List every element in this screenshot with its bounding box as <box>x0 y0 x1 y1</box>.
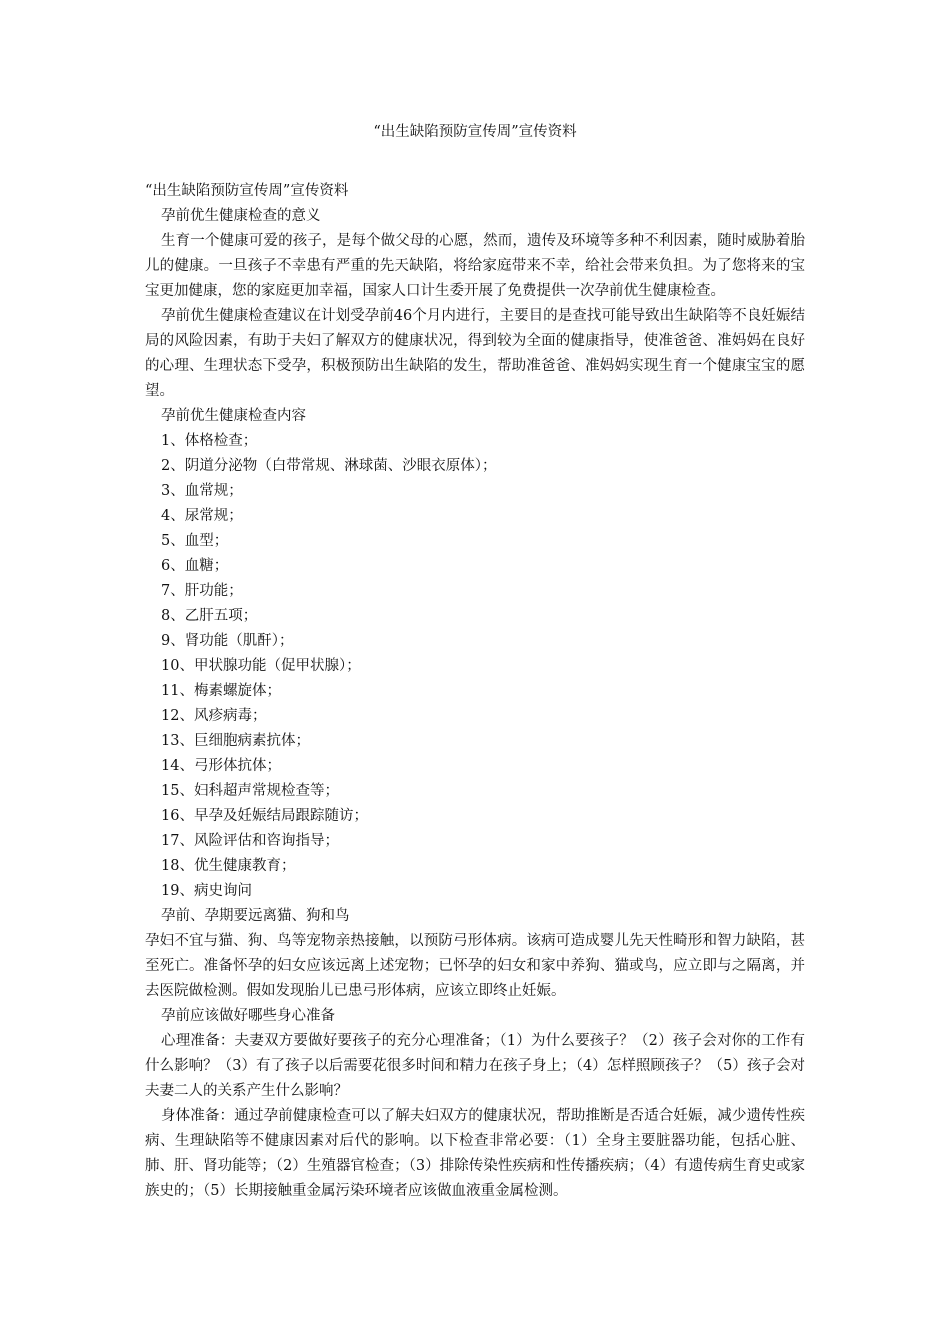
paragraph-pets: 孕妇不宜与猫、狗、鸟等宠物亲热接触，以预防弓形体病。该病可造成婴儿先天性畸形和智力缺陷，甚至死亡。准备怀孕的妇女应该远离上述宠物；已怀孕的妇女和家中养狗、猫或鸟，应立即与之隔离，并去医院做检测。假如发现胎儿已患弓形体病，应该立即终止妊娠。 <box>145 933 805 999</box>
list-item: 5、血型； <box>161 533 229 549</box>
list-item: 3、血常规； <box>161 483 243 499</box>
list-item: 1、体格检查； <box>161 433 258 449</box>
document-page <box>145 120 805 1204</box>
list-item: 10、甲状腺功能（促甲状腺）； <box>161 658 361 674</box>
list-item: 12、风疹病毒； <box>161 708 267 724</box>
paragraph-significance-1: 生育一个健康可爱的孩子，是每个做父母的心愿，然而，遗传及环境等多种不利因素，随时威胁着胎儿的健康。一旦孩子不幸患有严重的先天缺陷，将给家庭带来不幸，给社会带来负担。为了您将来的宝宝更加健康，您的家庭更加幸福，国家人口计生委开展了免费提供一次孕前优生健康检查。 <box>145 233 805 299</box>
list-item: 11、梅素螺旋体； <box>161 683 281 699</box>
document-subtitle: “出生缺陷预防宣传周”宣传资料 <box>145 183 349 199</box>
list-item: 7、肝功能； <box>161 583 243 599</box>
list-item: 18、优生健康教育； <box>161 858 296 874</box>
section-heading-exam-contents: 孕前优生健康检查内容 <box>161 408 306 424</box>
list-item: 4、尿常规； <box>161 508 243 524</box>
list-item: 14、弓形体抗体； <box>161 758 281 774</box>
list-item: 17、风险评估和咨询指导； <box>161 833 339 849</box>
list-item: 8、乙肝五项； <box>161 608 258 624</box>
paragraph-physical-preparation: 身体准备：通过孕前健康检查可以了解夫妇双方的健康状况，帮助推断是否适合妊娠，减少遗传性疾病、生理缺陷等不健康因素对后代的影响。以下检查非常必要：（1）全身主要脏器功能，包括心脏、肺、肝、肾功能等；（2）生殖器官检查；（3）排除传染性疾病和性传播疾病；（4）有遗传病生育史或家族史的；（5）长期接触重金属污染环境者应该做血液重金属检测。 <box>145 1108 805 1199</box>
list-item: 9、肾功能（肌酐）； <box>161 633 294 649</box>
paragraph-mental-preparation: 心理准备：夫妻双方要做好要孩子的充分心理准备；（1）为什么要孩子？（2）孩子会对你的工作有什么影响？（3）有了孩子以后需要花很多时间和精力在孩子身上；（4）怎样照顾孩子？（5）孩子会对夫妻二人的关系产生什么影响？ <box>145 1033 805 1099</box>
list-item: 6、血糖； <box>161 558 229 574</box>
section-heading-preparation: 孕前应该做好哪些身心准备 <box>161 1008 335 1024</box>
paragraph-significance-2: 孕前优生健康检查建议在计划受孕前46个月内进行，主要目的是查找可能导致出生缺陷等不良妊娠结局的风险因素，有助于夫妇了解双方的健康状况，得到较为全面的健康指导，使准爸爸、准妈妈在良好的心理、生理状态下受孕，积极预防出生缺陷的发生，帮助准爸爸、准妈妈实现生育一个健康宝宝的愿望。 <box>145 308 805 399</box>
page-title: “出生缺陷预防宣传周”宣传资料 <box>373 124 577 140</box>
exam-contents-list <box>145 429 805 904</box>
list-item: 15、妇科超声常规检查等； <box>161 783 339 799</box>
list-item: 2、阴道分泌物（白带常规、淋球菌、沙眼衣原体）； <box>161 458 497 474</box>
list-item: 13、巨细胞病素抗体； <box>161 733 310 749</box>
list-item: 16、早孕及妊娠结局跟踪随访； <box>161 808 368 824</box>
section-heading-pets: 孕前、孕期要远离猫、狗和鸟 <box>161 908 350 924</box>
list-item: 19、病史询问 <box>161 883 252 899</box>
section-heading-significance: 孕前优生健康检查的意义 <box>161 208 321 224</box>
